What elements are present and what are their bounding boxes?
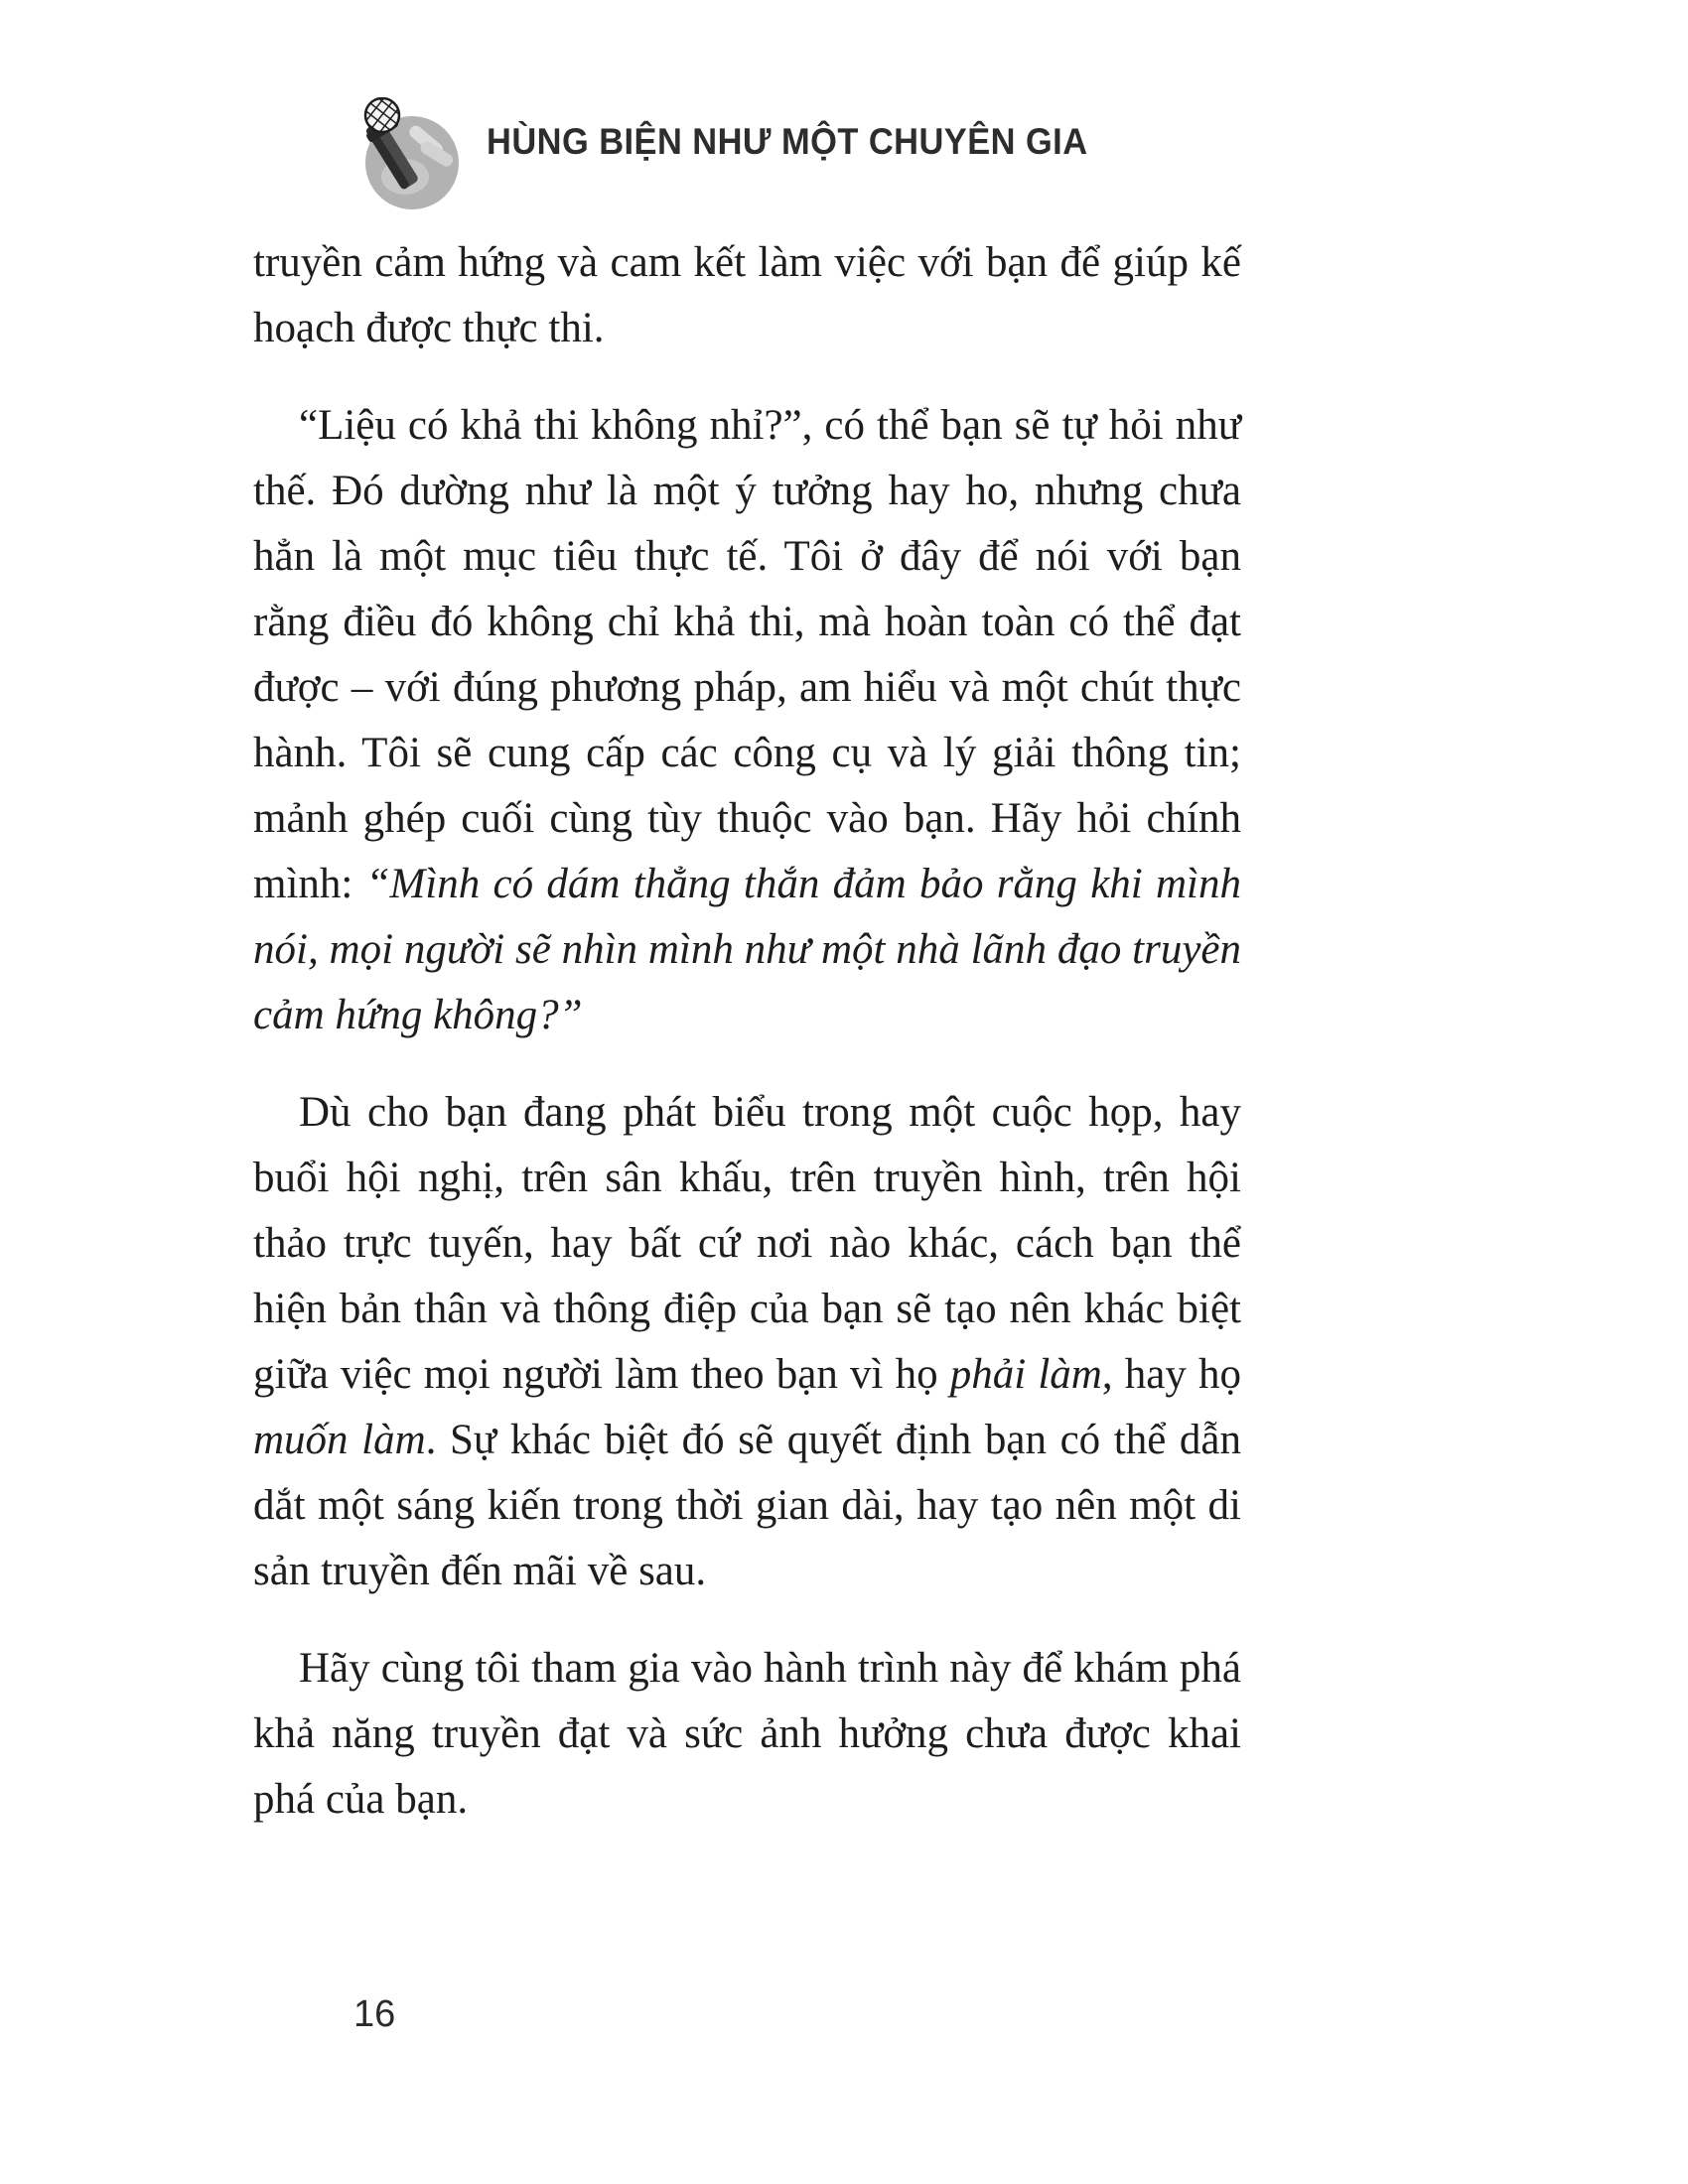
- italic-text-run: phải làm: [949, 1351, 1102, 1398]
- body-paragraph: [253, 393, 1241, 1048]
- microphone-icon: [350, 97, 467, 214]
- body-paragraph: [253, 1636, 1241, 1833]
- italic-text-run: muốn làm: [253, 1417, 426, 1463]
- text-run: Dù cho bạn đang phát biểu trong một cuộc họp, hay buổi hội nghị, trên sân khấu, trên truyền hình, trên hội thảo trực tuyến, hay bất cứ nơi nào khác, cách bạn thể hiện bản thân và thông điệp của bạn sẽ tạo nên khác biệt giữa việc mọi người làm theo bạn vì họ: [253, 1089, 1241, 1398]
- body-text: [253, 230, 1241, 1864]
- body-paragraph: [253, 230, 1241, 361]
- text-run: Hãy cùng tôi tham gia vào hành trình này để khám phá khả năng truyền đạt và sức ảnh hưởng chưa được khai phá của bạn.: [253, 1645, 1241, 1823]
- text-run: . Sự khác biệt đó sẽ quyết định bạn có thể dẫn dắt một sáng kiến trong thời gian dài, hay tạo nên một di sản truyền đến mãi về sau.: [253, 1417, 1241, 1594]
- running-header-title: HÙNG BIỆN NHƯ MỘT CHUYÊN GIA: [487, 121, 1088, 162]
- page-number: 16: [353, 1993, 396, 2035]
- text-run: truyền cảm hứng và cam kết làm việc với bạn để giúp kế hoạch được thực thi.: [253, 239, 1241, 351]
- page-header: [350, 97, 1133, 214]
- body-paragraph: [253, 1080, 1241, 1604]
- text-run: , hay họ: [1101, 1351, 1241, 1398]
- italic-text-run: “Mình có dám thẳng thắn đảm bảo rằng khi mình nói, mọi người sẽ nhìn mình như một nhà lãnh đạo truyền cảm hứng không?”: [253, 861, 1241, 1038]
- text-run: “Liệu có khả thi không nhỉ?”, có thể bạn sẽ tự hỏi như thế. Đó dường như là một ý tưởng hay ho, nhưng chưa hẳn là một mục tiêu thực tế. Tôi ở đây để nói với bạn rằng điều đó không chỉ khả thi, mà hoàn toàn có thể đạt được – với đúng phương pháp, am hiểu và một chút thực hành. Tôi sẽ cung cấp các công cụ và lý giải thông tin; mảnh ghép cuối cùng tùy thuộc vào bạn. Hãy hỏi chính mình:: [253, 402, 1241, 907]
